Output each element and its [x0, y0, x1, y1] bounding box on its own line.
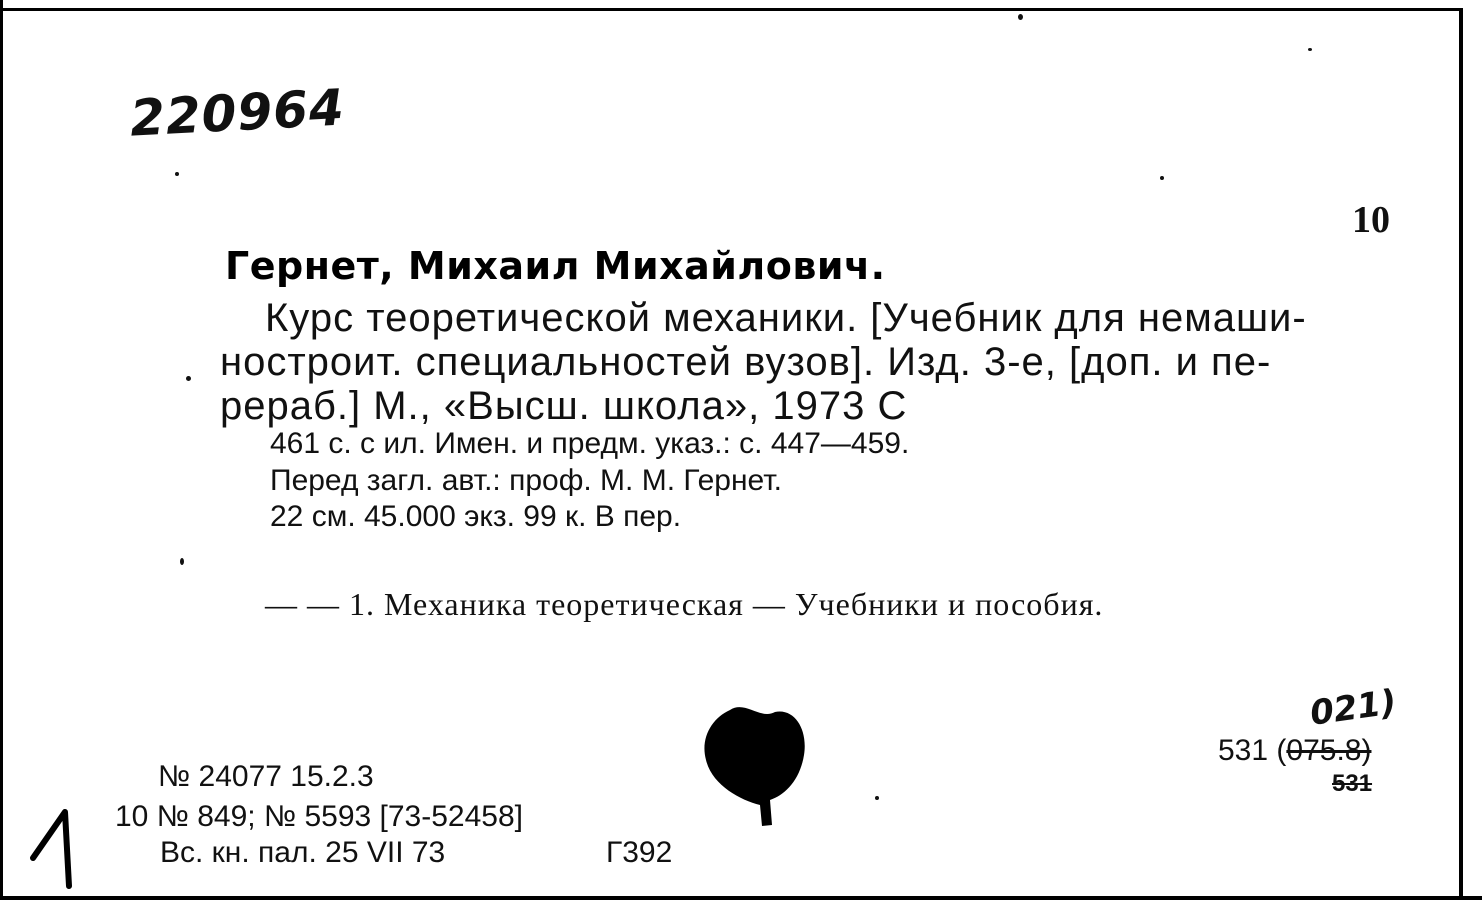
detail-pages: 461 с. с ил. Имен. и предм. указ.: с. 447—459. [270, 427, 910, 460]
classification-udc-lower: 531 [1332, 770, 1373, 797]
accession-number: 220964 [128, 78, 347, 148]
bottom-registry-line: № 24077 15.2.3 [158, 760, 374, 793]
detail-format: 22 см. 45.000 экз. 99 к. В пер. [270, 500, 682, 533]
ink-speck [1160, 176, 1164, 180]
handwritten-one-mark [25, 800, 95, 890]
ink-speck [175, 172, 179, 176]
ink-speck [875, 796, 879, 800]
subject-heading: — — 1. Механика теоретическая — Учебники и пособия. [265, 586, 1104, 622]
title-line-3: рераб.] М., «Высш. школа», 1973 С [220, 384, 908, 428]
bottom-chamber-line: Вс. кн. пал. 25 VII 73 [160, 836, 446, 869]
bottom-code: Г392 [606, 836, 673, 869]
title-line-1: Курс теоретической механики. [Учебник для немаши- [265, 296, 1307, 340]
classification-handwritten: 021) [1307, 682, 1399, 734]
ink-speck [1308, 48, 1312, 51]
ink-speck [1018, 14, 1023, 20]
title-line-2: ностроит. специальностей вузов]. Изд. 3-е, [доп. и пе- [220, 340, 1272, 384]
udc-struck: 075.8) [1286, 734, 1372, 767]
card-border-bottom [0, 896, 1482, 900]
ink-speck [180, 558, 184, 565]
card-border-top [0, 8, 1462, 11]
ink-speck [186, 376, 191, 381]
card-border-left [0, 0, 3, 900]
bottom-numbers-line: 10 № 849; № 5593 [73-52458] [115, 800, 523, 833]
ink-blot-stamp [700, 700, 810, 830]
detail-author-note: Перед загл. авт.: проф. М. М. Гернет. [270, 464, 782, 497]
classification-udc [1218, 734, 1371, 768]
card-border-right [1459, 8, 1463, 900]
udc-prefix: 531 ( [1218, 734, 1287, 767]
card-number: 10 [1352, 199, 1390, 241]
author-heading: Гернет, Михаил Михайлович. [225, 244, 886, 288]
